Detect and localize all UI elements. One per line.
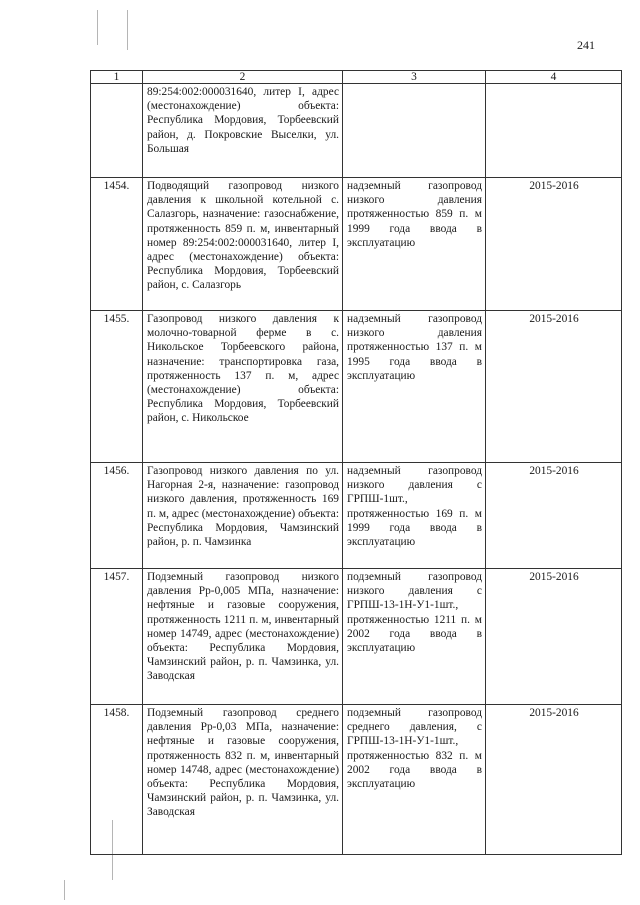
usage-years: 2015-2016: [486, 463, 622, 569]
row-number: 1458.: [91, 705, 143, 855]
column-header: 1: [91, 71, 143, 84]
column-header: 3: [343, 71, 486, 84]
left-margin-marks: [0, 0, 90, 905]
row-number: 1455.: [91, 311, 143, 463]
object-description: 89:254:002:000031640, литер I, адрес (местонахождение) объекта: Республика Мордовия, Торбеевский район, д. Покровские Выселки, ул. Большая: [143, 84, 343, 178]
object-description: Подводящий газопровод низкого давления к школьной котельной с. Салазгорь, назначение: газоснабжение, протяженность 859 п. м, инвентарный номер 89:254:002:000031640, литер I, адрес (местонахождение) объекта: Республика Мордовия, Торбеевский район, с. Салазгорь: [143, 178, 343, 311]
object-characteristics: надземный газопровод низкого давления протяженностью 859 п. м 1999 года ввода в эксплуатацию: [343, 178, 486, 311]
table-row: [91, 569, 622, 705]
table-row: [91, 311, 622, 463]
usage-years: [486, 84, 622, 178]
row-number: 1454.: [91, 178, 143, 311]
column-header: 2: [143, 71, 343, 84]
page-number: 241: [577, 38, 595, 52]
object-description: Газопровод низкого давления по ул. Нагорная 2-я, назначение: газопровод низкого давления, протяженность 169 п. м, адрес (местонахождение) объекта: Республика Мордовия, Чамзинский район, р. п. Чамзинка: [143, 463, 343, 569]
object-description: Подземный газопровод среднего давления Рр-0,03 МПа, назначение: нефтяные и газовые сооружения, протяженность 832 п. м, инвентарный номер 14748, адрес (местонахождение) объекта: Республика Мордовия, Чамзинский район, р. п. Чамзинка, ул. Заводская: [143, 705, 343, 855]
row-number: 1457.: [91, 569, 143, 705]
table-row: [91, 705, 622, 855]
table-row: [91, 178, 622, 311]
object-description: Газопровод низкого давления к молочно-товарной ферме в с. Никольское Торбеевского района, назначение: транспортировка газа, протяженность 137 п. м, адрес (местонахождение) объекта: Республика Мордовия, Торбеевский район, с. Никольское: [143, 311, 343, 463]
usage-years: 2015-2016: [486, 311, 622, 463]
usage-years: 2015-2016: [486, 178, 622, 311]
row-number: [91, 84, 143, 178]
object-characteristics: надземный газопровод низкого давления с ГРПШ-1шт., протяженностью 169 п. м 1999 года ввода в эксплуатацию: [343, 463, 486, 569]
objects-table: [90, 70, 622, 855]
row-number: 1456.: [91, 463, 143, 569]
object-characteristics: подземный газопровод низкого давления с ГРПШ-13-1Н-У1-1шт., протяженностью 1211 п. м 2002 года ввода в эксплуатацию: [343, 569, 486, 705]
object-characteristics: надземный газопровод низкого давления протяженностью 137 п. м 1995 года ввода в эксплуатацию: [343, 311, 486, 463]
table-row: [91, 463, 622, 569]
table-header-row: [91, 71, 622, 84]
usage-years: 2015-2016: [486, 705, 622, 855]
object-description: Подземный газопровод низкого давления Рр-0,005 МПа, назначение: нефтяные и газовые сооружения, протяженность 1211 п. м, инвентарный номер 14749, адрес (местонахождение) объекта: Республика Мордовия, Чамзинский район, р. п. Чамзинка, ул. Заводская: [143, 569, 343, 705]
usage-years: 2015-2016: [486, 569, 622, 705]
table-row: [91, 84, 622, 178]
column-header: 4: [486, 71, 622, 84]
object-characteristics: [343, 84, 486, 178]
object-characteristics: подземный газопровод среднего давления, с ГРПШ-13-1Н-У1-1шт., протяженностью 832 п. м 2002 года ввода в эксплуатацию: [343, 705, 486, 855]
